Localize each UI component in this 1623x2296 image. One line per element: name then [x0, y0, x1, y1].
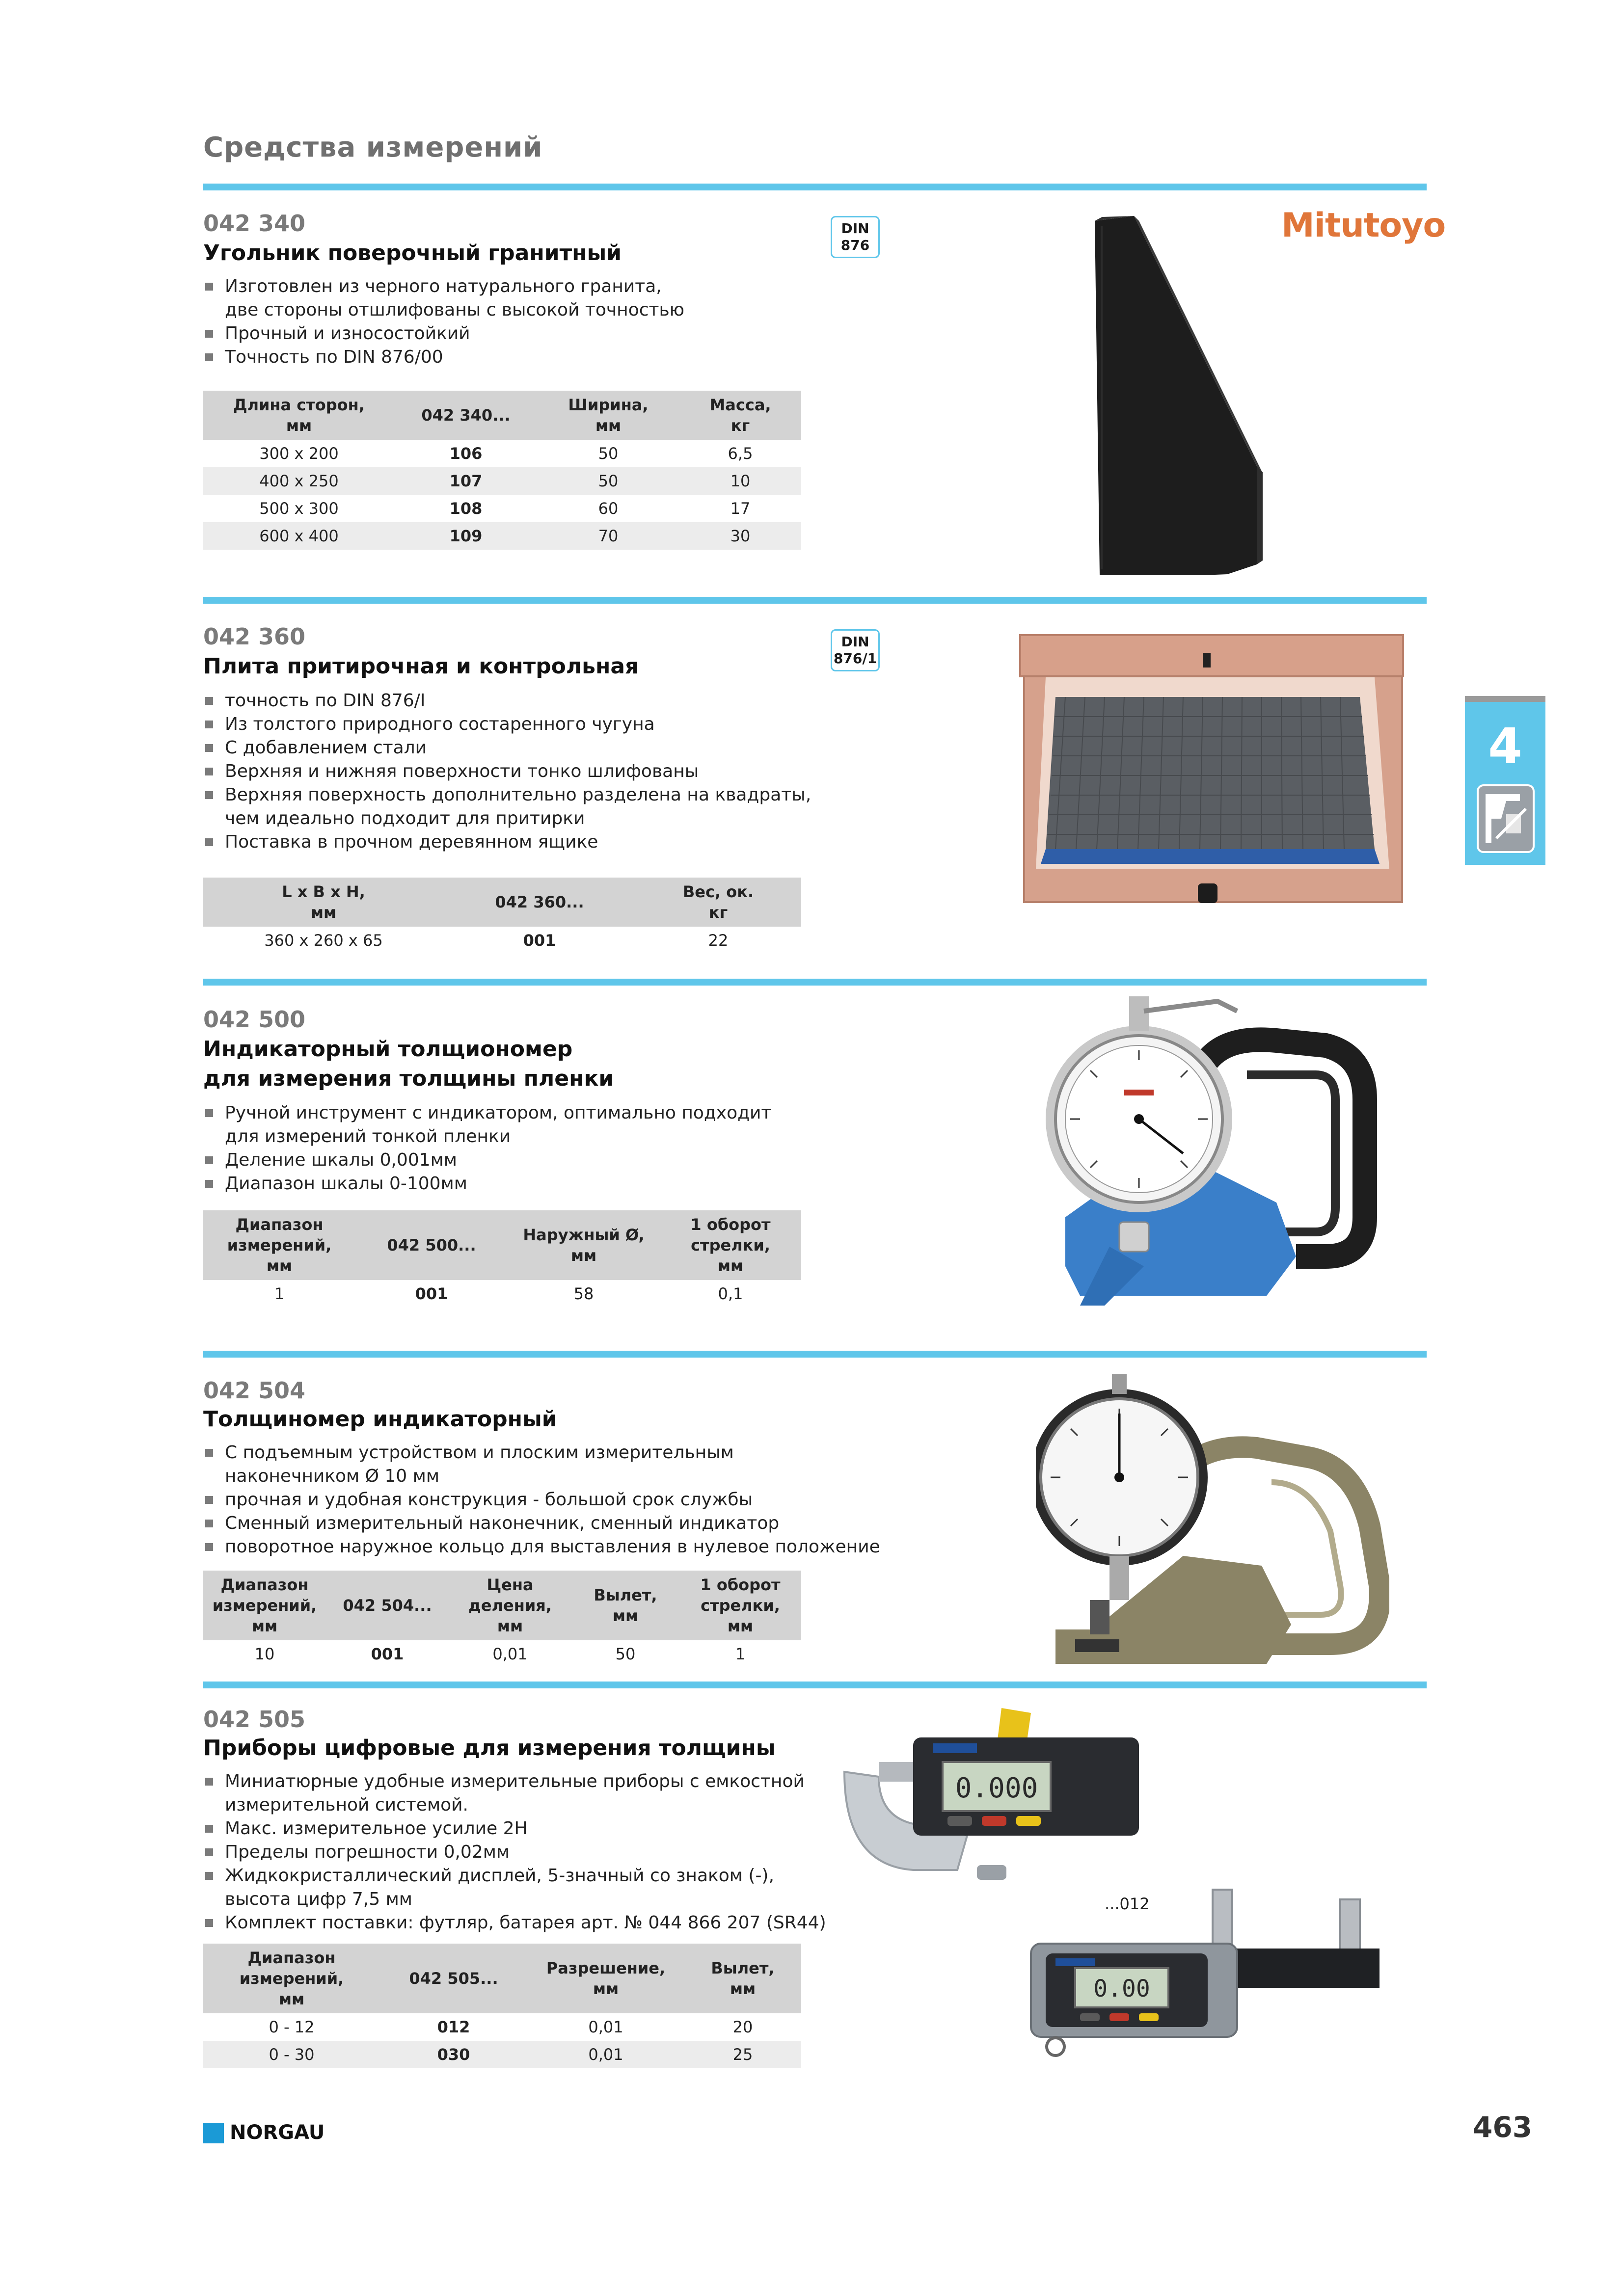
mitutoyo-logo: Mitutoyo: [1281, 206, 1446, 245]
product-title: Плита притирочная и контрольная: [203, 654, 639, 679]
page-title: Средства измерений: [203, 132, 543, 163]
column-header: Наружный Ø, мм: [508, 1210, 660, 1280]
product-code: 042 360: [203, 623, 306, 650]
caliper-icon: [1477, 784, 1535, 853]
spec-table: [203, 1210, 801, 1308]
column-header: Диапазон измерений, мм: [203, 1571, 326, 1640]
spec-table: [203, 878, 801, 954]
digital-thickness-gauge-012-image: [835, 1708, 1149, 1885]
product-title: Приборы цифровые для измерения толщины: [203, 1735, 776, 1761]
feature-list: [203, 1770, 826, 1935]
column-header: Вылет, мм: [684, 1944, 801, 2013]
column-header: Диапазон измерений, мм: [203, 1210, 355, 1280]
product-code: 042 340: [203, 210, 306, 237]
feature-item: Из толстого природного состаренного чугуна: [203, 713, 811, 736]
column-header: Диапазон измерений, мм: [203, 1944, 380, 2013]
feature-item: Прочный и износостойкий: [203, 322, 684, 346]
table-row: 400 x 250 107 50 10: [203, 467, 801, 495]
photo-caption: ...012: [1105, 1895, 1150, 1913]
column-header: 042 505...: [380, 1944, 527, 2013]
product-code: 042 504: [203, 1377, 306, 1404]
feature-item: С добавлением стали: [203, 736, 811, 760]
feature-item: Макс. измерительное усилие 2Н: [203, 1817, 826, 1841]
section-divider: [203, 979, 1427, 986]
feature-list: [203, 689, 811, 854]
feature-list: [203, 1441, 880, 1559]
feature-item: Деление шкалы 0,001мм: [203, 1148, 771, 1172]
product-code: 042 500: [203, 1006, 306, 1033]
lapping-plate-image: [1016, 633, 1409, 913]
feature-item: Ручной инструмент с индикатором, оптимально подходит для измерений тонкой пленки: [203, 1101, 771, 1148]
feature-item: Комплект поставки: футляр, батарея арт. № 044 866 207 (SR44): [203, 1911, 826, 1935]
column-header: 042 500...: [355, 1210, 508, 1280]
din-badge: DIN 876: [831, 216, 880, 258]
table-row: 0 - 12 012 0,01 20: [269, 2018, 753, 2036]
product-title: Угольник поверочный гранитный: [203, 240, 622, 266]
feature-list: [203, 275, 684, 369]
lcd-readout: 0.00: [1093, 1975, 1150, 2002]
chapter-tab-bar: [1465, 696, 1545, 702]
product-title: Толщиномер индикаторный: [203, 1407, 557, 1432]
dial-thickness-gauge-image: [1021, 991, 1394, 1315]
feature-item: С подъемным устройством и плоским измерительным наконечником Ø 10 мм: [203, 1441, 880, 1488]
feature-item: Верхняя и нижняя поверхности тонко шлифованы: [203, 760, 811, 783]
brand-name: NORGAU: [230, 2121, 325, 2144]
din-badge: DIN 876/1: [831, 629, 880, 671]
column-header: Ширина, мм: [537, 391, 679, 440]
digital-thickness-gauge-030-image: [1026, 1885, 1384, 2066]
column-header: 042 360...: [444, 878, 635, 927]
column-header: Вес, ок. кг: [635, 878, 801, 927]
column-header: Вылет, мм: [571, 1571, 679, 1640]
table-header-row: [203, 391, 801, 440]
product-title: Индикаторный толщиономер для измерения толщины пленки: [203, 1037, 614, 1091]
column-header: 1 оборот стрелки, мм: [679, 1571, 801, 1640]
granite-square-image: [1080, 211, 1276, 584]
section-divider: [203, 184, 1427, 190]
column-header: Длина сторон, мм: [203, 391, 395, 440]
spec-table: [203, 1944, 801, 2068]
table-row: 1 001 58 0,1: [274, 1284, 743, 1303]
spec-table: [203, 1571, 801, 1668]
table-header-row: [203, 878, 801, 927]
product-code: 042 505: [203, 1706, 306, 1733]
column-header: 042 340...: [395, 391, 537, 440]
column-header: Разрешение, мм: [527, 1944, 684, 2013]
table-row: 500 x 300 108 60 17: [259, 499, 751, 518]
feature-item: Пределы погрешности 0,02мм: [203, 1841, 826, 1864]
table-header-row: [203, 1944, 801, 2013]
spec-table: [203, 391, 801, 550]
column-header: Цена деления, мм: [449, 1571, 571, 1640]
table-header-row: [203, 1210, 801, 1280]
feature-item: Миниатюрные удобные измерительные приборы с емкостной измерительной системой.: [203, 1770, 826, 1817]
chapter-number: 4: [1488, 718, 1522, 775]
table-row: 10 001 0,01 50 1: [254, 1645, 746, 1663]
feature-item: точность по DIN 876/I: [203, 689, 811, 713]
feature-item: Изготовлен из черного натурального гранита, две стороны отшлифованы с высокой точностью: [203, 275, 684, 322]
column-header: 1 оборот стрелки, мм: [660, 1210, 801, 1280]
section-divider: [203, 1351, 1427, 1358]
table-row: 360 x 260 x 65 001 22: [264, 931, 729, 950]
table-row: 600 x 400 109 70 30: [203, 522, 801, 550]
table-header-row: [203, 1571, 801, 1640]
page-number: 463: [1473, 2110, 1533, 2144]
feature-item: прочная и удобная конструкция - большой срок службы: [203, 1488, 880, 1512]
column-header: Масса, кг: [679, 391, 801, 440]
feature-item: Сменный измерительный наконечник, сменный индикатор: [203, 1512, 880, 1535]
section-divider: [203, 1682, 1427, 1688]
feature-item: Жидкокристаллический дисплей, 5-значный со знаком (-), высота цифр 7,5 мм: [203, 1864, 826, 1911]
feature-item: Диапазон шкалы 0-100мм: [203, 1172, 771, 1196]
table-row: 300 x 200 106 50 6,5: [259, 444, 753, 463]
lcd-readout: 0.000: [955, 1772, 1038, 1804]
column-header: L x B x H, мм: [203, 878, 444, 927]
column-header: 042 504...: [326, 1571, 449, 1640]
feature-item: Верхняя поверхность дополнительно разделена на квадраты, чем идеально подходит для притирки: [203, 783, 811, 830]
feature-item: Поставка в прочном деревянном ящике: [203, 830, 811, 854]
feature-item: Точность по DIN 876/00: [203, 346, 684, 369]
feature-list: [203, 1101, 771, 1196]
table-row: 0 - 30 030 0,01 25: [203, 2041, 801, 2068]
feature-item: поворотное наружное кольцо для выставления в нулевое положение: [203, 1535, 880, 1559]
section-divider: [203, 597, 1427, 604]
brand-logo-mark: [203, 2123, 224, 2143]
indicator-thickness-gauge-image: [1036, 1369, 1389, 1683]
